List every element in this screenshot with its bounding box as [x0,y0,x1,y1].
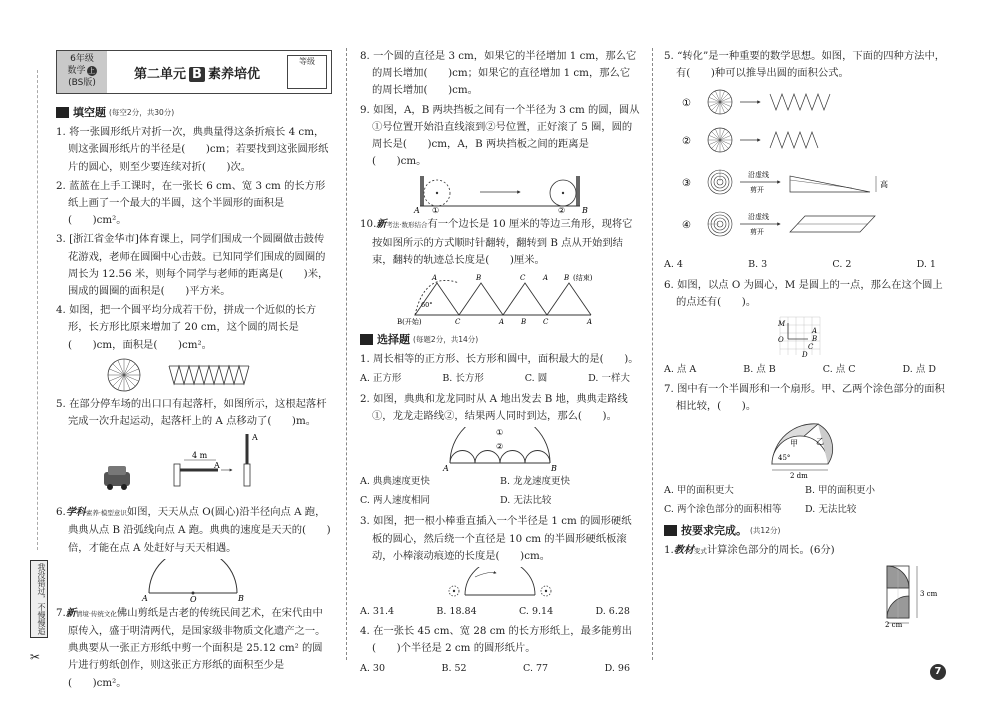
grade-line1: 6年级 [70,54,94,64]
scissors-icon: ✂ [30,650,41,664]
option-a[interactable]: A. 30 [360,662,385,674]
choice-5-options [664,256,946,273]
question-2: 2. 蓝蓝在上手工课时，在一张长 6 cm、宽 3 cm 的长方形纸上画了一个最大的半圆，这个半圆形的面积是( )cm²。 [56,179,326,227]
conversion-methods-figure [680,84,930,254]
top-label-end: (结束) [573,274,593,283]
dimension-label: 2 dm [790,471,808,480]
option-a[interactable]: A. 典典速度更快 [360,476,430,488]
choice-6-options [664,361,946,378]
grade-badge: 上 [88,67,95,75]
label-position-2: ② [558,206,566,215]
choice-2: 2. 如图，典典和龙龙同时从 A 地出发去 B 地，典典走路线①，龙龙走路线②，结果两人同时到达，那么( )。 [360,392,628,422]
unit-title: 第二单元 B 素养培优 [134,66,260,82]
label-B: B [582,206,588,215]
segmented-circle [108,359,140,391]
rolling-circle-figure [400,172,600,214]
unit-letter-badge: B [189,67,205,82]
label-4m: 4 m [192,451,208,461]
option-b[interactable]: B. 18.84 [436,606,477,618]
top-label-A2: A [543,274,549,283]
section-choice: 选择题 (每题2分，共14分) [360,331,640,348]
option-c[interactable]: C. 9.14 [519,606,554,618]
label-A: A [414,206,420,215]
semicircle-figure [134,559,254,603]
cut-label2: 剪开 [750,186,764,195]
label-A-vertical: A [252,433,258,443]
question-6: 6.学科素养·模型意识如图，天天从点 O(圆心)沿半径向点 A 跑，典典从点 B 沿弧线向点 A 跑。典典的速度是天天的( )倍，才能在点 A 处赶好与天天相遇。 [56,506,331,554]
section-mark-icon [360,334,373,345]
question-10: 10.新考法·数形结合有一个边长是 10 厘米的等边三角形，现将它按如图所示的方式顺时针翻转，翻转到 B 点从开始到结束，翻转的轨迹总长度是( )厘米。 [360,218,633,266]
option-c[interactable]: C. 两人速度相同 [360,495,430,507]
label-A: A [443,464,449,472]
column-1 [56,100,332,694]
bottom-label-A2: A [587,318,593,327]
grade-line2: 数学 上 [67,66,95,76]
grid-points-figure [760,313,850,359]
label-position-1: ① [432,206,440,215]
choice-7: 7. 图中有一个半圆形和一个扇形。甲、乙两个涂色部分的面积相比较，( )。 [664,383,945,413]
question-9: 9. 如图，A，B 两块挡板之间有一个半径为 3 cm 的圆，圆从①号位置开始沿直线滚到②号位置，正好滚了 5 圈，圆的周长是( )cm，A，B 两块挡板之间的距离是( )cm。 [360,103,640,168]
approx-rectangle [169,366,249,384]
option-d[interactable]: D. 6.28 [595,606,630,618]
option-d[interactable]: D. 96 [604,662,630,674]
choice-3-options [360,603,640,620]
option-c[interactable]: C. 两个涂色部分的面积相等 [664,503,782,515]
method-4-mark: ④ [682,220,691,232]
section-mark-icon [56,107,69,118]
car-icon [104,466,130,490]
section-mark-icon [664,525,677,536]
top-label-B2: B [564,274,570,283]
bottom-label-C: C [455,318,461,327]
cut-label: 沿虚线 [748,213,769,222]
column-2 [360,48,640,680]
label-A: A [142,593,148,603]
choice-6: 6. 如图，以点 O 为圆心，M 是圆上的一点，那么在这个圆上的点还有( )。 [664,278,943,308]
label-A-horizontal: A [214,461,220,471]
column-3 [664,48,946,630]
circle-to-rectangle-figure [94,356,294,394]
method-1-mark: ① [682,98,691,110]
two-routes-figure [425,427,575,471]
option-a[interactable]: A. 31.4 [360,606,395,618]
option-a[interactable]: A. 点 A [664,364,697,376]
point-D: D [802,351,808,360]
choice-2-options [360,473,640,509]
label-yi: 乙 [816,436,824,446]
top-label-B: B [476,274,482,283]
section-complete: 按要求完成。 (共12分) [664,522,946,539]
route-1-label: ① [496,428,504,438]
label-jia: 甲 [790,438,798,448]
choice-5: 5. “转化”是一种重要的数学思想。如图，下面的四种方法中，有( )种可以推导出圆的面积公式。 [664,50,946,80]
choice-4: 4. 在一张长 45 cm、宽 28 cm 的长方形纸上，最多能剪出( )个半径是 2 cm 的圆形纸片。 [360,625,633,655]
option-d[interactable]: D. 点 D [902,364,936,376]
option-a[interactable]: A. 正方形 [360,373,402,385]
cut-label2: 剪开 [750,228,764,237]
point-A: A [812,327,818,336]
tag-new: 新考法·数形结合 [376,219,428,231]
option-c[interactable]: C. 点 C [822,364,856,376]
method-3-mark: ③ [682,178,691,190]
option-b[interactable]: B. 长方形 [442,373,484,385]
barrier-figure [84,432,304,502]
choice-7-options [664,482,946,518]
column-divider-1 [346,48,347,660]
page-number: 7 [930,664,946,680]
option-c[interactable]: C. 77 [523,662,549,674]
option-d[interactable]: D. 一样大 [588,373,630,385]
bottom-label-A: A [499,318,505,327]
option-d[interactable]: D. 无法比较 [500,495,552,507]
point-M: M [778,320,786,329]
label-B: B [238,593,244,603]
option-a[interactable]: A. 甲的面积更大 [664,484,734,496]
height-label: 高 [880,180,888,190]
choice-4-options [360,660,640,677]
bottom-label-B: B [521,318,527,327]
point-O: O [778,336,784,345]
rolling-stick-figure [440,567,560,601]
option-d[interactable]: D. 无法比较 [805,503,857,515]
question-5: 5. 在部分停车场的出口口有起落杆，如图所示，这根起落杆完成一次升起运动，起落杆上的 A 点移动了( )m。 [56,397,327,428]
option-a[interactable]: A. 4 [664,259,683,271]
level-box[interactable]: 等级 [287,55,327,89]
dim-2cm: 2 cm [885,621,903,629]
question-7: 7.新情境·传统文化佛山剪纸是古老的传统民间艺术，在宋代由中原传入，盛于明清两代，是国家级非物质文化遗产之一。典典要从一张正方形纸中剪一个面积是 25.12 cm² 的圆片进行剪纸创作，则这张正方形纸的面积至少是( )cm²。 [56,606,326,689]
option-b[interactable]: B. 点 B [743,364,776,376]
triangle-rolling-figure [385,271,615,327]
question-1: 1. 将一张圆形纸片对折一次，典典量得这条折痕长 4 cm，则这张圆形纸片的半径是( )cm；若要找到这张圆形纸片的圆心，则至少要连续对折( )次。 [56,126,329,173]
option-b[interactable]: B. 龙龙速度更快 [500,476,571,488]
choice-1-options [360,370,640,387]
option-b[interactable]: B. 甲的面积更小 [805,484,876,496]
tag-new: 新情境·传统文化 [65,607,117,619]
option-b[interactable]: B. 3 [748,259,768,271]
tag-subject: 学科素养·模型意识 [65,507,127,519]
choice-1: 1. 周长相等的正方形、长方形和圆中，面积最大的是( )。 [360,353,639,366]
option-b[interactable]: B. 52 [441,662,467,674]
route-2-label: ② [496,442,504,452]
point-C: C [808,343,814,352]
task-1: 1.教材变式计算涂色部分的周长。(6分) [664,544,835,557]
section-fill-blank: 填空题 (每空2分，共30分) [56,104,332,121]
unit-header [56,50,332,94]
label-B: B [551,464,557,472]
side-slogan: 我没错过，不慢慢追 [30,560,48,638]
cut-line [37,70,38,550]
option-d[interactable]: D. 1 [916,259,936,271]
tag-textbook: 教材变式 [673,545,707,557]
option-c[interactable]: C. 2 [832,259,852,271]
angle-label: 45° [778,453,791,462]
bottom-label-start: B(开始) [397,318,422,327]
shaded-perimeter-figure [665,562,945,628]
column-divider-2 [652,48,653,660]
bottom-label-C2: C [543,318,549,327]
semicircle-sector-figure [750,418,860,480]
option-c[interactable]: C. 圆 [524,373,548,385]
question-3: 3. [浙江省金华市]体育课上，同学们围成一个圆圈做击鼓传花游戏，老师在圆圈中心击鼓。已知同学们围成的圆圈的周长为 12.56 米，则每个同学与老师的距离是( )米，围成的圆圈的面积是( )平方米。 [56,233,329,298]
top-label-A: A [432,274,438,283]
method-2-mark: ② [682,136,691,148]
dim-3cm: 3 cm [920,590,938,599]
grade-line3: (BS版) [68,78,96,88]
label-O: O [190,594,197,603]
question-8: 8. 一个圆的直径是 3 cm，如果它的半径增加 1 cm，那么它的周长增加( )cm；如果它的直径增加 1 cm，那么它的周长增加( )cm。 [360,50,637,97]
grade-box [57,51,107,93]
question-4: 4. 如图，把一个圆平均分成若干份，拼成一个近似的长方形，长方形比原来增加了 20 cm，这个圆的周长是( )cm，面积是( )cm²。 [56,304,317,351]
top-label-C: C [520,274,526,283]
choice-3: 3. 如图，把一根小棒垂直插入一个半径是 1 cm 的圆形硬纸板的圆心，然后绕一个直径是 10 cm 的半圆形硬纸板滚动，小棒滚动痕迹的长度是( )cm。 [360,515,632,562]
point-B: B [812,335,818,344]
cut-label: 沿虚线 [748,171,769,180]
angle-label: 60° [421,301,433,310]
